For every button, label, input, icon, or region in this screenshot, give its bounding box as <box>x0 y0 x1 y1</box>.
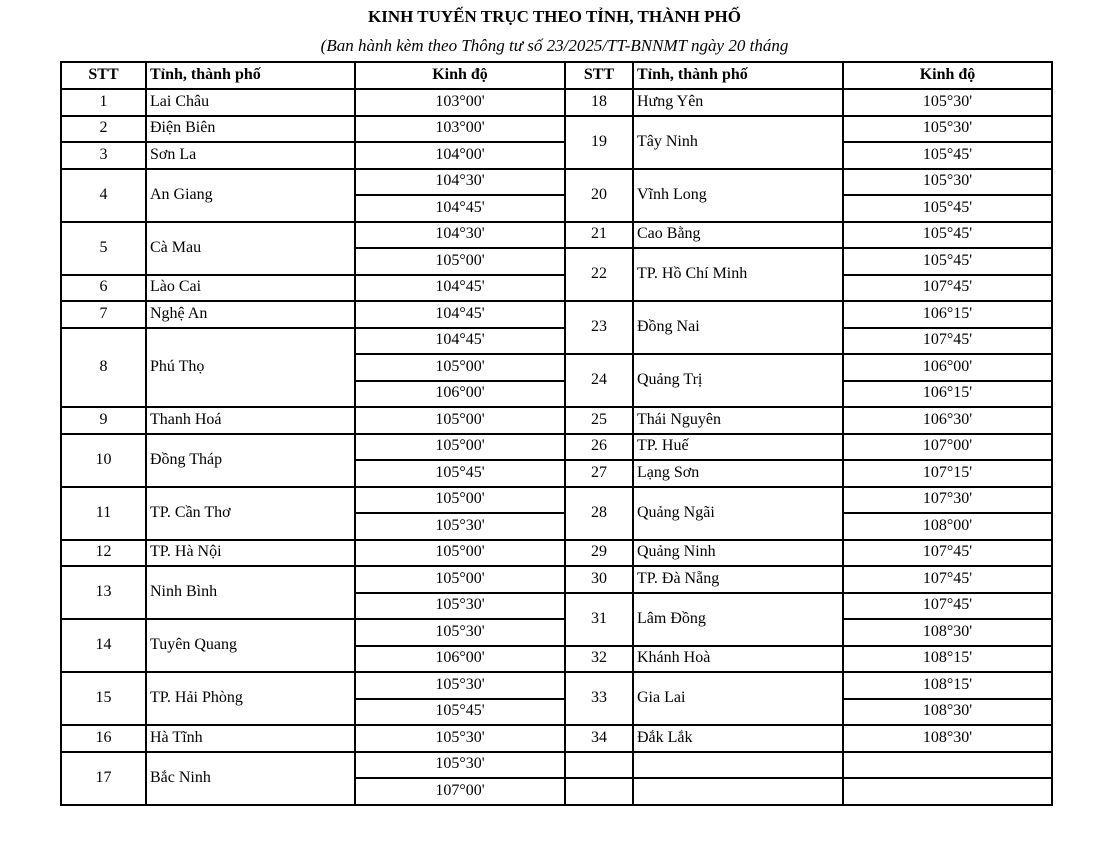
row-province: TP. Huế <box>637 437 689 455</box>
row-stt: 9 <box>99 410 108 428</box>
row-longitude: 104°30' <box>435 172 485 190</box>
row-longitude: 105°45' <box>435 702 485 720</box>
row-province: Đắk Lắk <box>637 728 693 746</box>
row-longitude: 105°30' <box>435 755 485 773</box>
row-stt: 4 <box>99 185 108 203</box>
row-stt: 19 <box>591 132 607 150</box>
row-province: Cà Mau <box>150 238 202 256</box>
row-stt: 18 <box>591 92 607 110</box>
row-longitude: 104°45' <box>435 198 485 216</box>
row-stt: 17 <box>95 768 112 786</box>
row-longitude: 108°30' <box>922 728 973 746</box>
row-longitude: 104°45' <box>435 331 485 349</box>
row-province: Hưng Yên <box>637 92 704 110</box>
row-province: Hà Tĩnh <box>150 728 203 746</box>
row-province: Quảng Trị <box>637 371 703 388</box>
table-rule <box>842 274 1053 276</box>
row-longitude: 103°00' <box>435 119 485 137</box>
row-longitude: 108°15' <box>922 649 973 667</box>
row-province: Đồng Tháp <box>150 450 223 468</box>
row-stt: 10 <box>95 450 112 468</box>
row-province: Lào Cai <box>150 278 202 296</box>
table-rule <box>632 61 634 806</box>
row-stt: 27 <box>591 463 607 481</box>
row-province: Khánh Hoà <box>637 649 711 667</box>
row-longitude: 105°00' <box>435 437 485 455</box>
table-rule <box>354 247 566 249</box>
row-longitude: 105°45' <box>922 198 973 216</box>
table-rule <box>354 380 566 382</box>
row-stt: 33 <box>591 689 607 706</box>
table-rule <box>842 61 844 806</box>
row-stt: 7 <box>99 304 108 322</box>
row-longitude: 105°30' <box>922 119 973 137</box>
row-longitude: 106°00' <box>435 649 485 667</box>
row-province: Quảng Ninh <box>637 543 716 561</box>
table-rule <box>354 592 566 594</box>
row-stt: 11 <box>95 503 112 521</box>
row-province: Lạng Sơn <box>637 463 700 481</box>
row-stt: 5 <box>99 238 108 256</box>
row-longitude: 104°45' <box>435 304 485 322</box>
row-province: Sơn La <box>150 145 197 163</box>
row-longitude: 105°00' <box>435 543 485 561</box>
table-rule <box>842 327 1053 329</box>
table-rule <box>564 61 566 806</box>
row-province: Quảng Ngãi <box>637 503 715 521</box>
table-rule <box>354 645 566 647</box>
row-longitude: 105°30' <box>922 92 973 110</box>
row-longitude: 106°15' <box>922 384 973 402</box>
table-rule <box>145 61 147 806</box>
row-longitude: 107°45' <box>922 569 973 587</box>
row-longitude: 106°30' <box>922 410 973 428</box>
row-stt: 16 <box>95 728 112 746</box>
empty-cell <box>565 752 633 779</box>
row-province: Vĩnh Long <box>637 185 707 203</box>
row-longitude: 103°00' <box>435 92 485 110</box>
row-province: Gia Lai <box>637 689 686 706</box>
row-longitude: 104°30' <box>435 225 485 243</box>
table-rule <box>564 777 1053 779</box>
row-longitude: 105°30' <box>435 728 485 746</box>
row-stt: 34 <box>591 728 607 746</box>
row-longitude: 105°00' <box>435 410 485 428</box>
row-longitude: 105°00' <box>435 357 485 375</box>
table-rule <box>842 380 1053 382</box>
row-longitude: 108°30' <box>922 702 973 720</box>
table-rule <box>354 698 566 700</box>
table-rule <box>564 751 1053 753</box>
row-stt: 15 <box>95 689 112 706</box>
row-province: Tây Ninh <box>637 132 698 150</box>
table-rule <box>842 512 1053 514</box>
row-stt: 25 <box>591 410 607 428</box>
row-stt: 6 <box>99 278 108 296</box>
header-province: Tỉnh, thành phố <box>150 66 261 83</box>
row-longitude: 106°00' <box>435 384 485 402</box>
row-longitude: 108°00' <box>922 516 973 534</box>
row-province: TP. Cần Thơ <box>150 503 231 521</box>
table-rule <box>842 618 1053 620</box>
row-stt: 30 <box>591 569 607 587</box>
table-rule <box>354 194 566 196</box>
row-province: Phú Thọ <box>150 357 205 375</box>
table-rule <box>842 141 1053 143</box>
row-stt: 28 <box>591 503 607 521</box>
row-province: Lai Châu <box>150 92 210 110</box>
row-longitude: 106°15' <box>922 304 973 322</box>
row-stt: 3 <box>99 145 108 163</box>
row-stt: 29 <box>591 543 607 561</box>
row-stt: 23 <box>591 318 607 335</box>
row-stt: 24 <box>591 371 607 388</box>
row-province: Tuyên Quang <box>150 636 237 653</box>
row-longitude: 105°00' <box>435 490 485 508</box>
table-rule <box>842 698 1053 700</box>
row-stt: 32 <box>591 649 607 667</box>
row-longitude: 104°45' <box>435 278 485 296</box>
row-longitude: 107°30' <box>922 490 973 508</box>
row-province: Thái Nguyên <box>637 410 721 428</box>
header-longitude: Kinh độ <box>919 66 976 83</box>
row-province: Cao Bằng <box>637 225 701 243</box>
row-stt: 20 <box>591 185 607 203</box>
row-province: Ninh Bình <box>150 583 218 600</box>
row-province: Lâm Đồng <box>637 609 706 627</box>
row-longitude: 107°45' <box>922 596 973 614</box>
row-longitude: 105°45' <box>922 251 973 269</box>
row-longitude: 105°45' <box>922 145 973 163</box>
table-rule <box>354 512 566 514</box>
row-stt: 12 <box>95 543 112 561</box>
row-stt: 21 <box>591 225 607 243</box>
row-longitude: 105°30' <box>435 622 485 640</box>
row-longitude: 107°45' <box>922 331 973 349</box>
row-longitude: 108°15' <box>922 675 973 693</box>
row-province: Thanh Hoá <box>150 410 222 428</box>
row-longitude: 105°45' <box>435 463 485 481</box>
table-rule <box>354 353 566 355</box>
table-rule <box>354 459 566 461</box>
row-longitude: 105°00' <box>435 569 485 587</box>
row-longitude: 105°30' <box>435 596 485 614</box>
row-longitude: 105°45' <box>922 225 973 243</box>
header-longitude: Kinh độ <box>432 66 488 83</box>
row-province: Đồng Nai <box>637 318 700 335</box>
row-province: An Giang <box>150 185 213 203</box>
row-longitude: 108°30' <box>922 622 973 640</box>
row-stt: 14 <box>95 636 112 653</box>
row-province: TP. Hồ Chí Minh <box>637 265 748 282</box>
table-rule <box>60 804 566 806</box>
document-title: KINH TUYẾN TRỤC THEO TỈNH, THÀNH PHỐ <box>368 7 741 26</box>
row-longitude: 107°00' <box>435 781 485 799</box>
row-longitude: 105°00' <box>435 251 485 269</box>
table-rule <box>354 777 566 779</box>
row-province: Nghệ An <box>150 304 208 322</box>
row-longitude: 105°30' <box>435 516 485 534</box>
row-longitude: 107°00' <box>922 437 973 455</box>
row-stt: 31 <box>591 609 607 627</box>
table-rule <box>564 804 1053 806</box>
row-longitude: 107°45' <box>922 543 973 561</box>
header-province: Tỉnh, thành phố <box>637 66 748 83</box>
row-stt: 26 <box>591 437 607 455</box>
row-longitude: 105°30' <box>922 172 973 190</box>
table-rule <box>60 61 566 63</box>
row-province: TP. Đà Nẵng <box>637 569 720 587</box>
row-stt: 22 <box>591 265 607 282</box>
row-longitude: 107°15' <box>922 463 973 481</box>
row-longitude: 105°30' <box>435 675 485 693</box>
table-rule <box>60 61 62 806</box>
table-rule <box>842 194 1053 196</box>
row-province: Bắc Ninh <box>150 768 211 786</box>
row-province: TP. Hải Phòng <box>150 689 243 706</box>
row-stt: 1 <box>99 92 108 110</box>
row-longitude: 106°00' <box>922 357 973 375</box>
table-rule <box>1051 61 1053 806</box>
header-stt: STT <box>583 66 615 83</box>
table-rule <box>354 61 356 806</box>
row-longitude: 104°00' <box>435 145 485 163</box>
row-longitude: 107°45' <box>922 278 973 296</box>
row-stt: 13 <box>95 583 112 600</box>
empty-cell <box>565 778 633 805</box>
header-stt: STT <box>88 66 119 83</box>
table-rule <box>564 61 1053 63</box>
row-stt: 8 <box>99 357 108 375</box>
row-province: TP. Hà Nội <box>150 543 222 561</box>
document-subtitle: (Ban hành kèm theo Thông tư số 23/2025/TT-BNNMT ngày 20 tháng <box>320 36 789 55</box>
row-stt: 2 <box>99 119 108 137</box>
row-province: Điện Biên <box>150 119 216 137</box>
